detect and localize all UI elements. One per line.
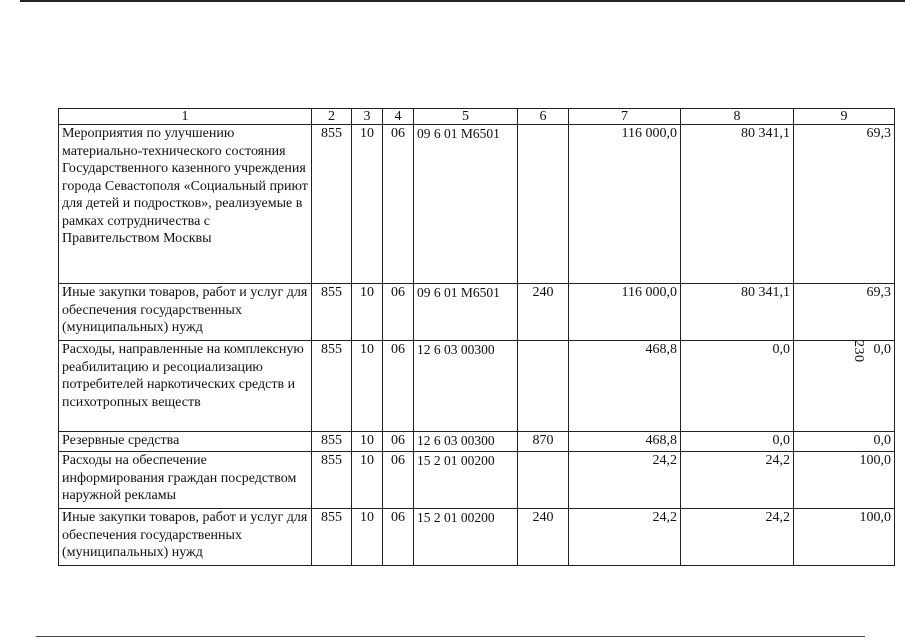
table-row [59,452,895,509]
executed-amount: 0,0 [681,432,794,452]
column-header: 4 [383,109,414,125]
subsection-code: 06 [383,341,414,432]
scan-edge-top [20,0,905,2]
subsection-code: 06 [383,125,414,284]
section-code: 10 [352,341,383,432]
page-number: 230 [851,340,866,363]
execution-percent: 69,3 [794,125,895,284]
table-row [59,432,895,452]
column-header: 1 [59,109,312,125]
planned-amount: 468,8 [569,341,681,432]
planned-amount: 116 000,0 [569,284,681,341]
execution-percent: 69,3 [794,284,895,341]
column-header: 8 [681,109,794,125]
execution-percent: 0,0 [794,432,895,452]
expense-type-code: 870 [518,432,569,452]
planned-amount: 468,8 [569,432,681,452]
section-code: 10 [352,509,383,566]
dept-code: 855 [312,432,352,452]
header-row [59,109,895,125]
target-article-code: 12 6 03 00300 [414,341,518,432]
expense-type-code: 240 [518,284,569,341]
dept-code: 855 [312,341,352,432]
subsection-code: 06 [383,284,414,341]
column-header: 9 [794,109,895,125]
column-header: 3 [352,109,383,125]
expense-name: Резервные средства [59,432,312,452]
expense-name: Мероприятия по улучшению материально-технического состояния Государственного казенного учреждения города Севастополя «Социальный приют для детей и подростков», реализуемые в рамках сотрудничества с Правительством Москвы [59,125,312,284]
table-row [59,125,895,284]
column-header: 6 [518,109,569,125]
expense-type-code [518,341,569,432]
column-header: 5 [414,109,518,125]
executed-amount: 0,0 [681,341,794,432]
budget-table [58,108,895,566]
executed-amount: 80 341,1 [681,125,794,284]
dept-code: 855 [312,125,352,284]
scan-edge-bottom [36,636,865,637]
subsection-code: 06 [383,452,414,509]
dept-code: 855 [312,284,352,341]
expense-type-code: 240 [518,509,569,566]
expense-name: Расходы на обеспечение информирования граждан посредством наружной рекламы [59,452,312,509]
target-article-code: 09 6 01 М6501 [414,125,518,284]
table-row [59,284,895,341]
executed-amount: 24,2 [681,509,794,566]
column-header: 7 [569,109,681,125]
dept-code: 855 [312,452,352,509]
expense-type-code [518,452,569,509]
planned-amount: 24,2 [569,509,681,566]
target-article-code: 09 6 01 М6501 [414,284,518,341]
section-code: 10 [352,284,383,341]
target-article-code: 15 2 01 00200 [414,509,518,566]
target-article-code: 12 6 03 00300 [414,432,518,452]
dept-code: 855 [312,509,352,566]
expense-name: Расходы, направленные на комплексную реабилитацию и ресоциализацию потребителей наркотических средств и психотропных веществ [59,341,312,432]
table-row [59,509,895,566]
subsection-code: 06 [383,509,414,566]
planned-amount: 24,2 [569,452,681,509]
section-code: 10 [352,452,383,509]
section-code: 10 [352,125,383,284]
expense-name: Иные закупки товаров, работ и услуг для обеспечения государственных (муниципальных) нужд [59,284,312,341]
subsection-code: 06 [383,432,414,452]
executed-amount: 80 341,1 [681,284,794,341]
section-code: 10 [352,432,383,452]
target-article-code: 15 2 01 00200 [414,452,518,509]
column-header: 2 [312,109,352,125]
execution-percent: 0,0 [794,341,895,432]
execution-percent: 100,0 [794,452,895,509]
expense-type-code [518,125,569,284]
expense-name: Иные закупки товаров, работ и услуг для обеспечения государственных (муниципальных) нужд [59,509,312,566]
execution-percent: 100,0 [794,509,895,566]
planned-amount: 116 000,0 [569,125,681,284]
executed-amount: 24,2 [681,452,794,509]
table-row [59,341,895,432]
